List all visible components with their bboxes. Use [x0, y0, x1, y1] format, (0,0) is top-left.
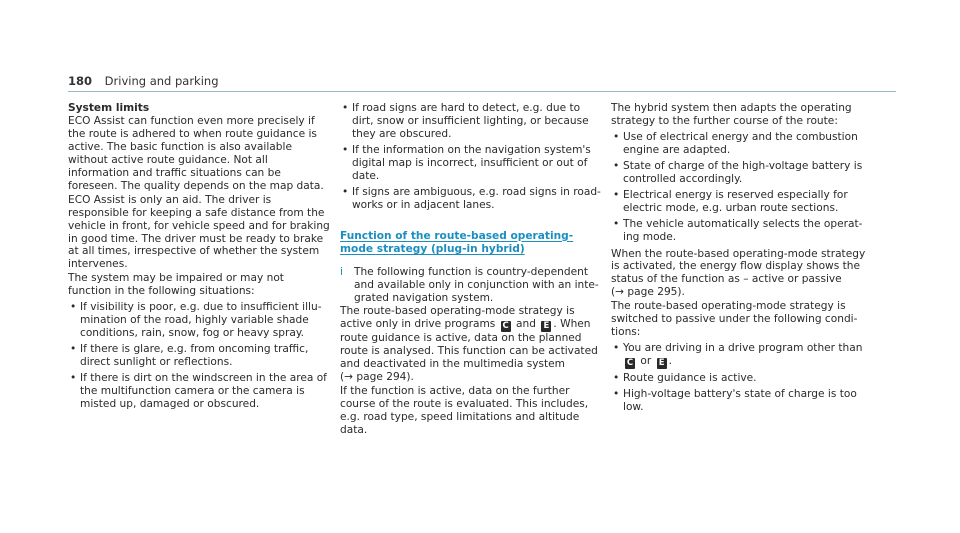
page-header — [68, 74, 219, 88]
list-item: • If signs are ambiguous, e.g. road signs in roadworks or in adjacent lanes. — [340, 186, 602, 212]
column-middle — [340, 102, 602, 437]
column-right — [611, 102, 873, 414]
list-item: • If there is dirt on the windscreen in the area of the multifunction camera or the camera is misted up, damaged or obscured. — [68, 372, 330, 411]
header-divider — [68, 91, 896, 92]
column-left — [68, 102, 330, 411]
drive-program-e-key: E — [541, 321, 551, 332]
text-run: . When route guidance is active, data on the planned route is analysed. This function can be activated and deactivated in the multimedia system — [340, 318, 598, 371]
list-item: • State of charge of the high-voltage battery is controlled accordingly. — [611, 160, 873, 186]
bullet-list — [611, 342, 873, 414]
text-run: The route-based operating-mode strategy is active only in drive programs — [340, 305, 575, 331]
list-item: • If there is glare, e.g. from oncoming traffic, direct sunlight or reflections. — [68, 343, 330, 369]
page-number: 180 — [68, 74, 93, 88]
paragraph: If the function is active, data on the further course of the route is evaluated. This includes, e.g. road type, speed limitations and altitude data. — [340, 385, 589, 437]
list-item: • Route guidance is active. — [611, 372, 873, 385]
list-item — [611, 342, 873, 369]
bullet-list — [68, 301, 330, 411]
text-run: and — [516, 318, 536, 331]
list-item: • If road signs are hard to detect, e.g. due to dirt, snow or insufficient lighting, or because they are obscured. — [340, 102, 602, 141]
route-strategy-heading: Function of the route-based operating-mode strategy (plug-in hybrid) — [340, 229, 574, 256]
page-reference[interactable]: (→ page 294). — [340, 371, 414, 384]
section-title: Driving and parking — [104, 74, 219, 88]
text-run: When the route-based operating-mode strategy is activated, the energy flow display shows the status of the function as – active or passive — [611, 247, 866, 286]
text-run: or — [640, 355, 652, 368]
paragraph — [340, 305, 602, 384]
info-note — [340, 266, 602, 305]
list-item: • If the information on the navigation system's digital map is incorrect, insufficient or out of date. — [340, 144, 602, 183]
paragraph — [611, 248, 873, 300]
bullet-list — [340, 102, 602, 212]
drive-program-e-key: E — [657, 358, 667, 369]
paragraph: ECO Assist is only an aid. The driver is responsible for keeping a safe distance from the vehicle in front, for vehicle speed and for braking in good time. The driver must be ready to brake at all times, irrespective of whether the system intervenes. — [68, 193, 330, 271]
text-run: . — [668, 355, 672, 368]
paragraph: The system may be impaired or may not function in the following situations: — [68, 272, 284, 298]
info-icon: i — [340, 264, 344, 278]
page-reference[interactable]: (→ page 295). — [611, 286, 685, 299]
drive-program-c-key: C — [502, 321, 509, 332]
list-item: • High-voltage battery's state of charge is too low. — [611, 388, 873, 414]
list-item: • Electrical energy is reserved especially for electric mode, e.g. urban route sections. — [611, 189, 873, 215]
paragraph: The hybrid system then adapts the operating strategy to the further course of the route: — [611, 102, 852, 127]
list-item: • Use of electrical energy and the combustion engine are adapted. — [611, 131, 873, 157]
drive-program-c-key: C — [626, 358, 634, 369]
list-item: • If visibility is poor, e.g. due to insufficient illumination of the road, highly variable shade conditions, rain, snow, fog or heavy spray. — [68, 301, 330, 340]
paragraph: The route-based operating-mode strategy is switched to passive under the following conditions: — [611, 300, 858, 339]
note-text: The following function is country-dependent and available only in conjunction with an integrated navigation system. — [354, 265, 599, 304]
paragraph: ECO Assist can function even more precisely if the route is adhered to when route guidance is active. The basic function is also available without active route guidance. Not all information and traffic situations can be foreseen. The quality depends on the map data. — [68, 114, 324, 192]
text-run: You are driving in a drive program other than — [623, 342, 863, 355]
bullet-list — [611, 131, 873, 244]
list-item: • The vehicle automatically selects the operating mode. — [611, 218, 873, 244]
system-limits-heading: System limits — [68, 102, 150, 114]
